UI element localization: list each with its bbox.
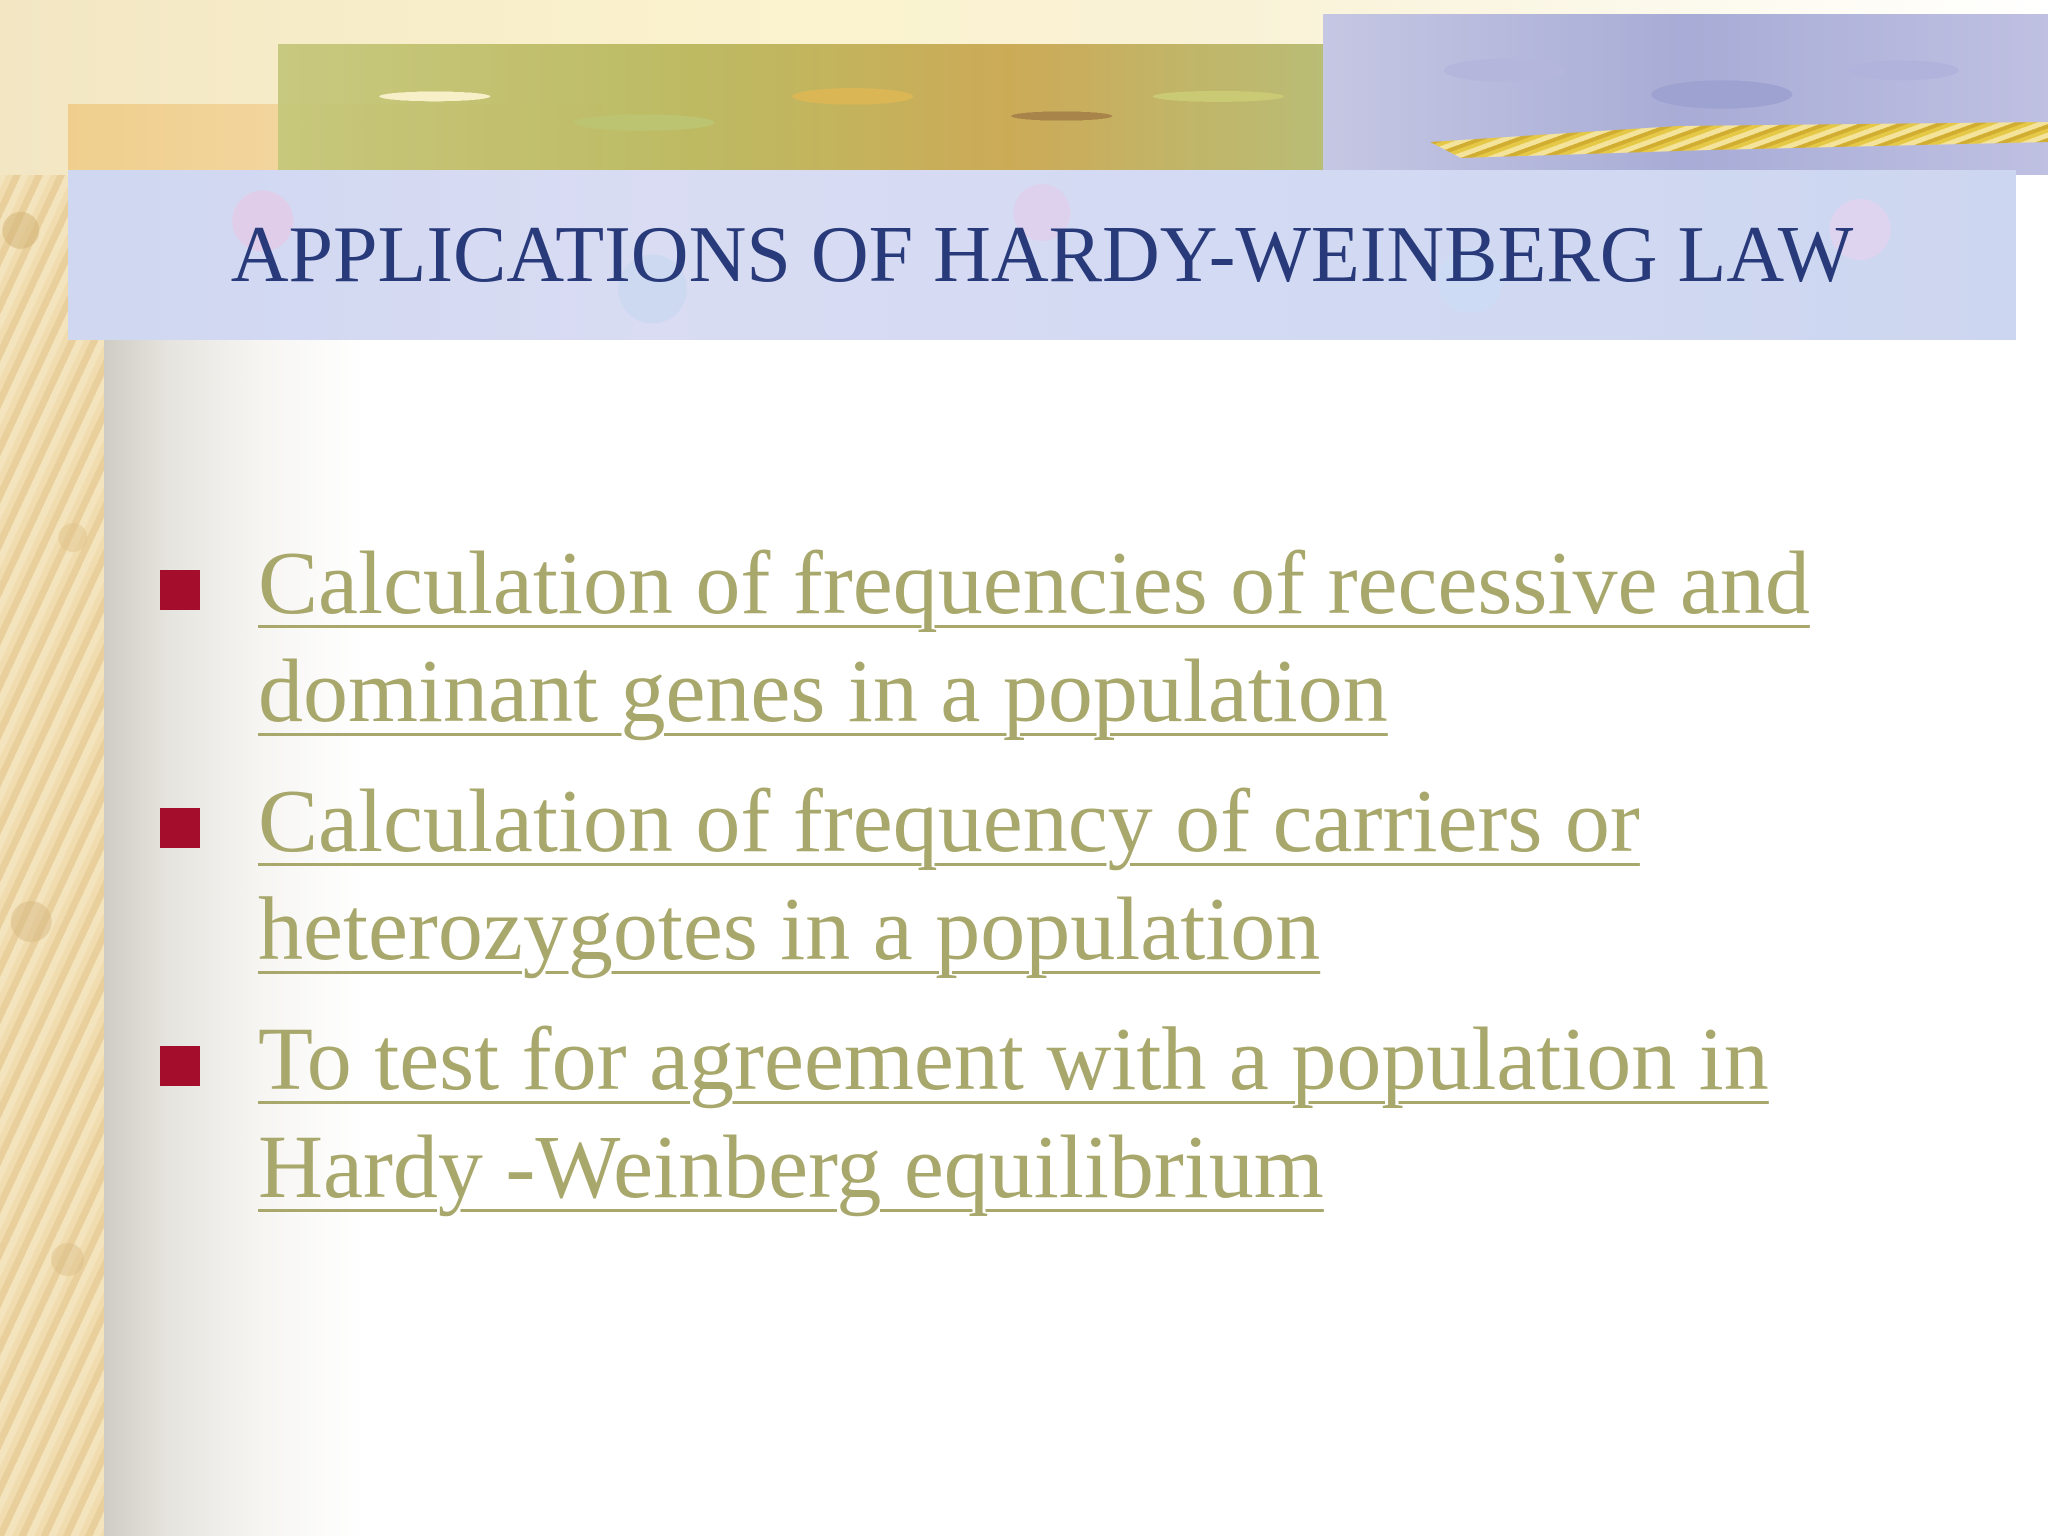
bullet-link-2[interactable]: Calculation of frequency of carriers or heterozygotes in a population	[258, 772, 1640, 979]
flower-photo-banner	[278, 44, 1323, 175]
list-item	[160, 768, 1940, 984]
bullet-list	[160, 530, 1940, 1244]
slide-title: APPLICATIONS OF HARDY-WEINBERG LAW	[230, 210, 1854, 299]
top-decorative-banner	[0, 0, 2048, 175]
blue-flower-photo-banner	[1323, 14, 2048, 175]
bullet-link-3[interactable]: To test for agreement with a population in Hardy -Weinberg equilibrium	[258, 1010, 1769, 1217]
square-bullet-icon	[160, 1046, 200, 1086]
title-bar	[68, 170, 2016, 340]
square-bullet-icon	[160, 570, 200, 610]
square-bullet-icon	[160, 808, 200, 848]
list-item	[160, 1006, 1940, 1222]
bullet-link-1[interactable]: Calculation of frequencies of recessive and dominant genes in a population	[258, 534, 1810, 741]
list-item	[160, 530, 1940, 746]
